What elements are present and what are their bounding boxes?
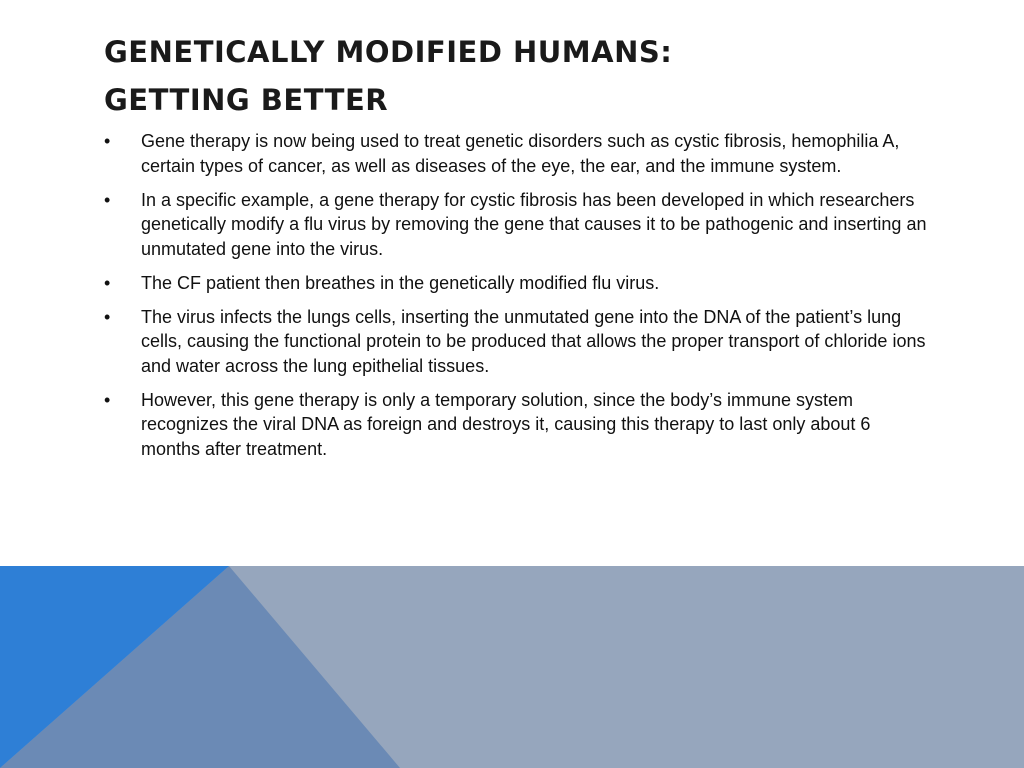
title-line-2: GETTING BETTER [104, 83, 389, 117]
bullet-marker: • [104, 189, 111, 210]
bullet-item [104, 271, 934, 296]
decorative-footer-band [0, 566, 1024, 768]
slide-title [104, 28, 964, 124]
bullet-text: The virus infects the lungs cells, inserting the unmutated gene into the DNA of the patient’s lung cells, causing the functional protein to be produced that allows the proper transport of chloride ions and water across the lung epithelial tissues. [141, 306, 926, 376]
bullet-marker: • [104, 389, 111, 410]
bullet-item [104, 129, 934, 178]
bullet-text: In a specific example, a gene therapy for cystic fibrosis has been developed in which researchers genetically modify a flu virus by removing the gene that causes it to be pathogenic and inserting an unmutated gene into the virus. [141, 189, 927, 259]
bullet-marker: • [104, 306, 111, 327]
bullet-item [104, 188, 934, 262]
title-line-1: GENETICALLY MODIFIED HUMANS: [104, 35, 673, 69]
bullet-marker: • [104, 131, 111, 151]
bullet-item [104, 305, 934, 379]
bullet-marker: • [104, 272, 111, 293]
bullet-text: The CF patient then breathes in the genetically modified flu virus. [141, 272, 660, 293]
bullet-item [104, 388, 934, 462]
bullet-list [104, 129, 934, 471]
bullet-text: However, this gene therapy is only a temporary solution, since the body’s immune system recognizes the viral DNA as foreign and destroys it, causing this therapy to last only about 6 months after treatment. [141, 389, 871, 459]
bullet-text: Gene therapy is now being used to treat genetic disorders such as cystic fibrosis, hemophilia A, certain types of cancer, as well as diseases of the eye, the ear, and the immune system. [141, 131, 900, 176]
